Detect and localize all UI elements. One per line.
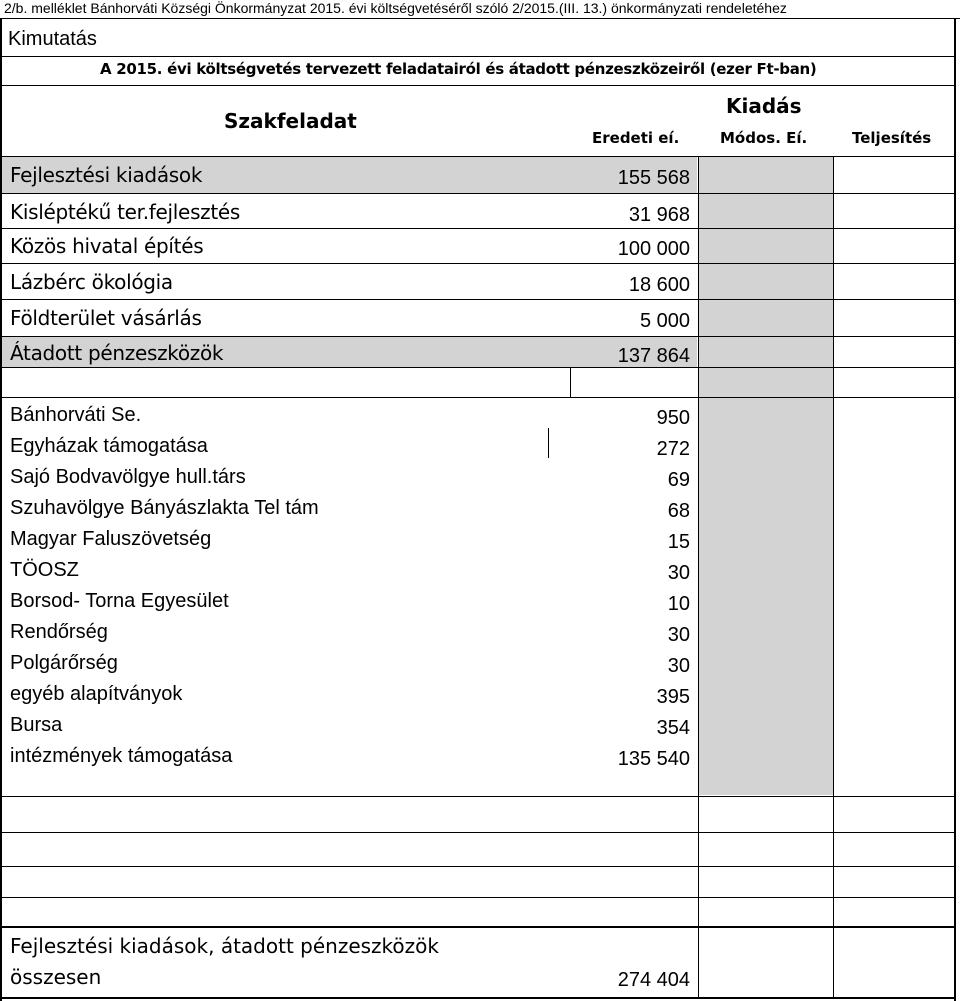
row-label: Magyar Faluszövetség <box>10 528 212 550</box>
total-label-line1: Fejlesztési kiadások, átadott pénzeszközök <box>10 934 439 958</box>
row-label: Polgárőrség <box>10 652 118 674</box>
row-value-eredeti: 30 <box>667 562 690 584</box>
row-value-eredeti: 5 000 <box>639 310 690 332</box>
row-label: Fejlesztési kiadások <box>10 163 203 187</box>
row-value-eredeti: 354 <box>656 717 690 739</box>
col-header-szakfeladat: Szakfeladat <box>224 109 357 133</box>
row-value-eredeti: 950 <box>656 407 690 429</box>
col-header-modos: Módos. Eí. <box>720 129 808 147</box>
total-value: 274 404 <box>617 969 690 991</box>
row-value-eredeti: 30 <box>667 624 690 646</box>
col-header-kiadas: Kiadás <box>726 94 802 118</box>
row-label: egyéb alapítványok <box>10 683 183 705</box>
doc-title: Kimutatás <box>8 28 97 50</box>
frame-right <box>954 18 956 1001</box>
row-label: TÖOSZ <box>10 559 79 581</box>
row-label: Rendőrség <box>10 621 108 643</box>
row-value-eredeti: 18 600 <box>628 274 690 296</box>
row-value-eredeti: 10 <box>667 593 690 615</box>
row-value-eredeti: 69 <box>667 469 690 491</box>
row-value-eredeti: 395 <box>656 686 690 708</box>
row-label: intézmények támogatása <box>10 745 233 767</box>
row-value-eredeti: 272 <box>656 438 690 460</box>
row-value-eredeti: 15 <box>667 531 690 553</box>
col-header-eredeti: Eredeti eí. <box>592 129 680 147</box>
modos-bg <box>699 157 834 795</box>
row-label: Közös hivatal építés <box>10 234 204 258</box>
subtitle: A 2015. évi költségvetés tervezett feladatairól és átadott pénzeszközeiről (ezer Ft-ban) <box>100 60 817 78</box>
header-note: 2/b. melléklet Bánhorváti Községi Önkormányzat 2015. évi költségvetéséről szóló 2/2015.(III. 13.) önkormányzati rendeletéhez <box>4 0 787 16</box>
row-label: Sajó Bodvavölgye hull.társ <box>10 466 246 488</box>
row-label: Bánhorváti Se. <box>10 404 142 426</box>
row-value-eredeti: 135 540 <box>617 748 690 770</box>
row-value-eredeti: 31 968 <box>628 204 690 226</box>
row-label: Földterület vásárlás <box>10 306 202 330</box>
row-label: Átadott pénzeszközök <box>10 341 224 365</box>
row-label: Lázbérc ökológia <box>10 270 173 294</box>
row-value-eredeti: 68 <box>667 500 690 522</box>
row-value-eredeti: 30 <box>667 655 690 677</box>
row-label: Egyházak támogatása <box>10 435 208 457</box>
row-value-eredeti: 155 568 <box>617 167 690 189</box>
row-label: Szuhavölgye Bányászlakta Tel tám <box>10 497 319 519</box>
col-header-teljesites: Teljesítés <box>852 129 932 147</box>
row-label: Bursa <box>10 714 63 736</box>
row-value-eredeti: 137 864 <box>617 345 690 367</box>
total-label-line2: összesen <box>10 965 102 989</box>
row-value-eredeti: 100 000 <box>617 238 690 260</box>
row-label: Kisléptékű ter.fejlesztés <box>10 200 241 224</box>
row-label: Borsod- Torna Egyesület <box>10 590 229 612</box>
